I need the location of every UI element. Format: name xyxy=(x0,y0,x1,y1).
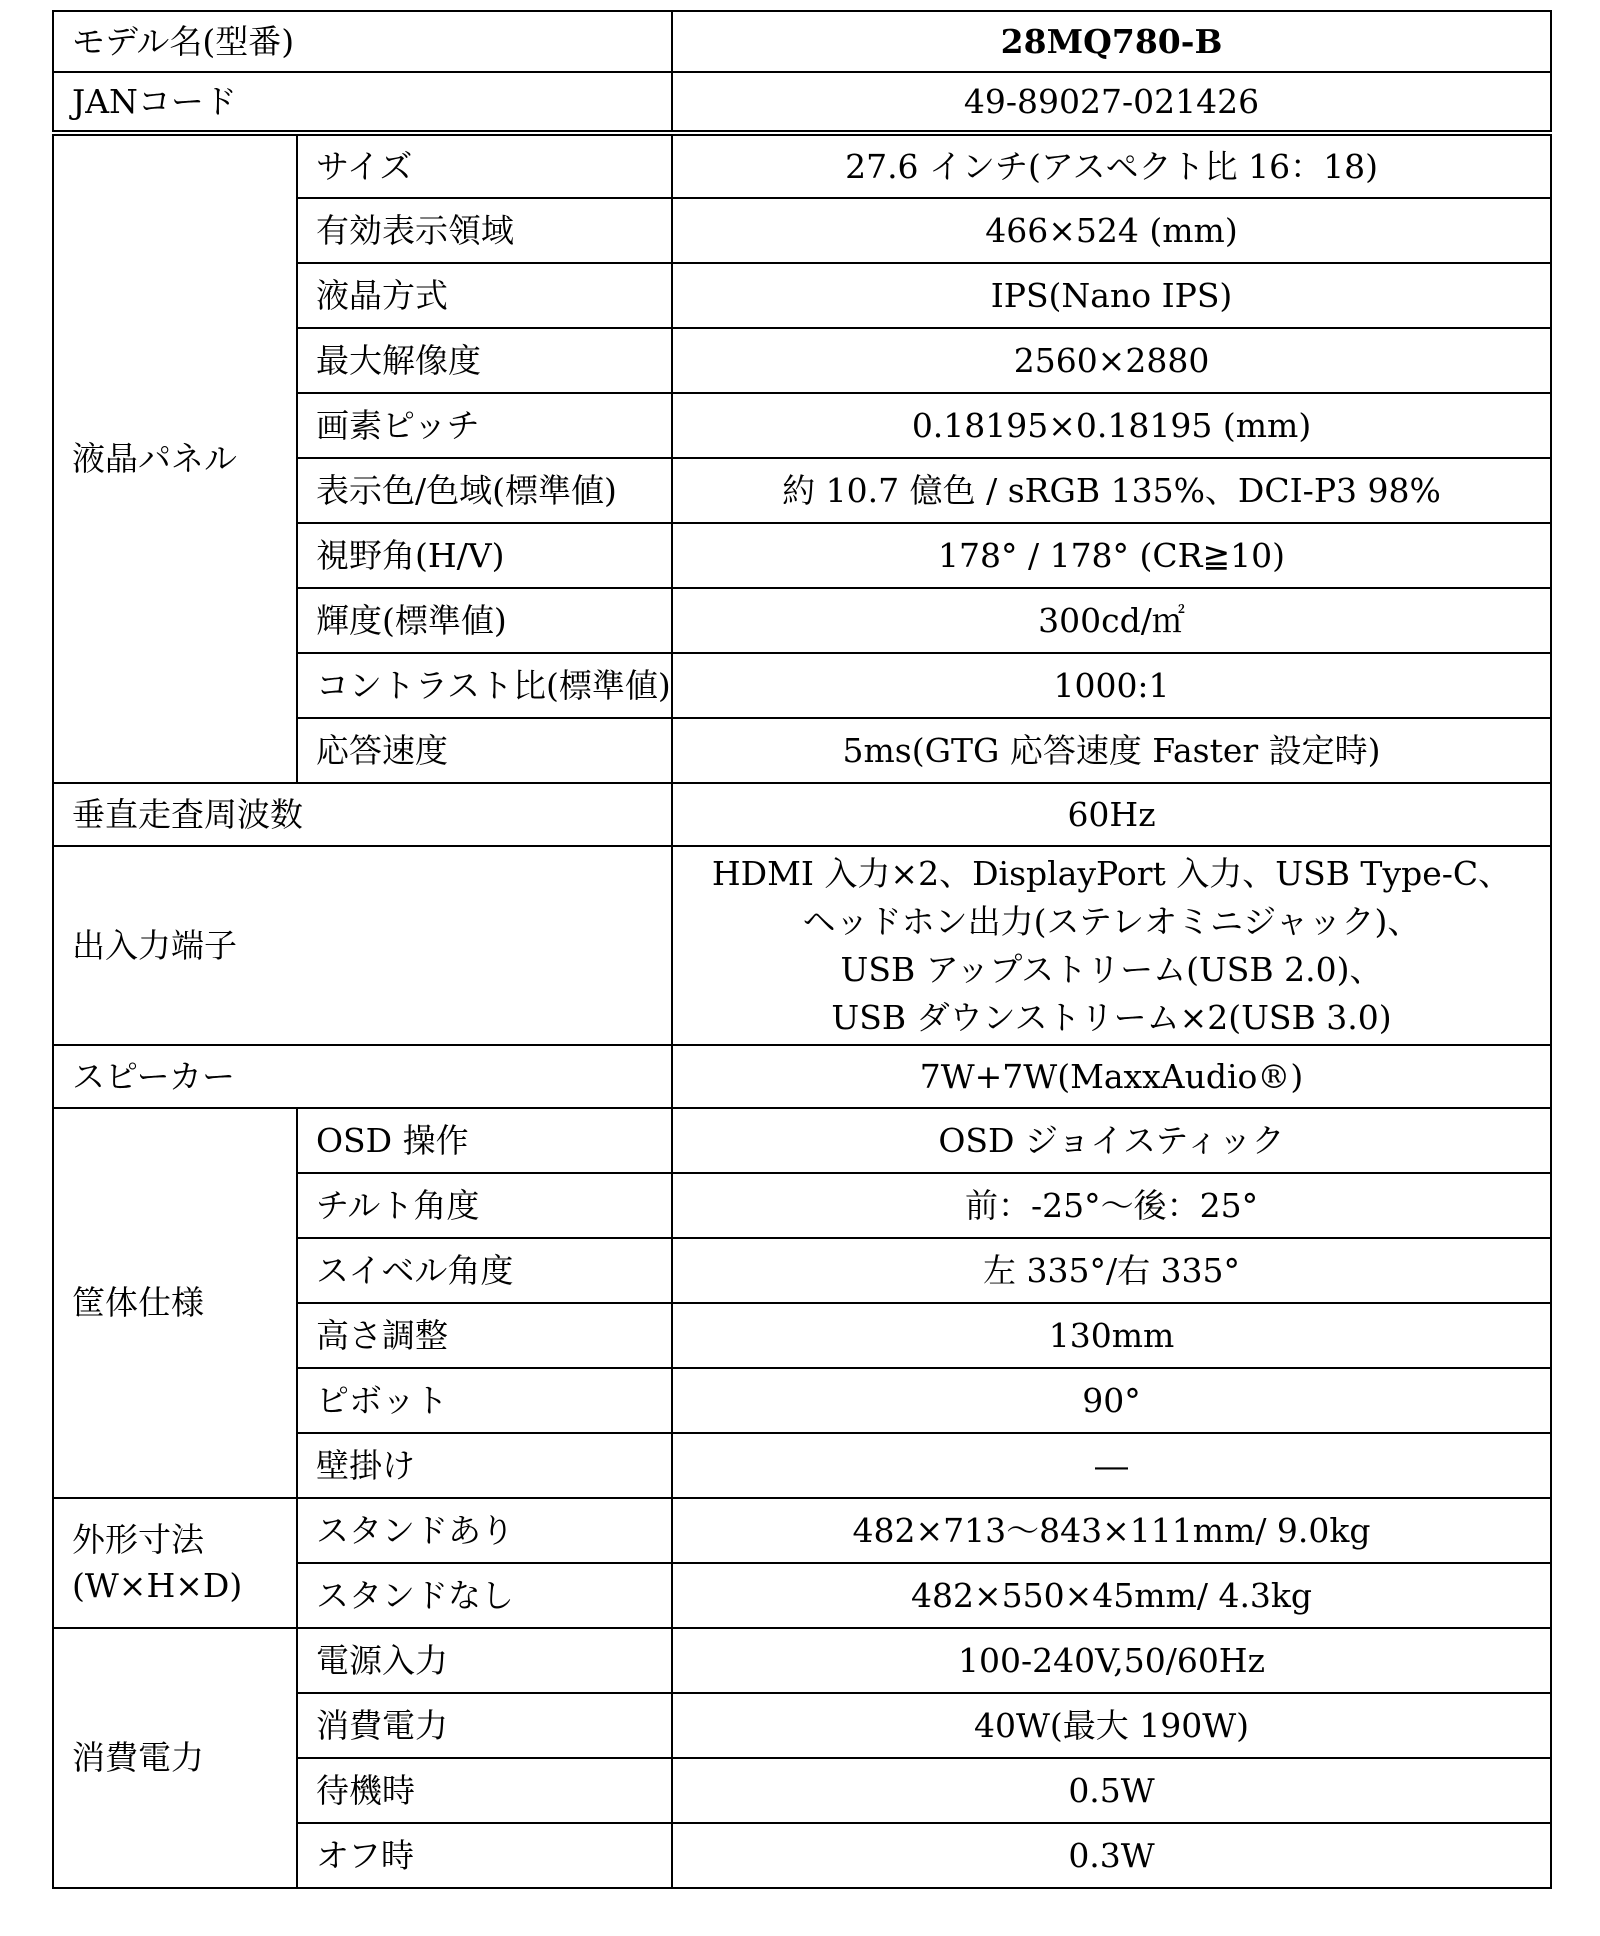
row-value: IPS(Nano IPS) xyxy=(672,263,1551,328)
row-value: 90° xyxy=(672,1368,1551,1433)
row-label: スタンドあり xyxy=(297,1498,672,1563)
table-row xyxy=(53,1108,1551,1173)
row-label: スイベル角度 xyxy=(297,1238,672,1303)
row-label: 高さ調整 xyxy=(297,1303,672,1368)
power-label: 消費電力 xyxy=(53,1628,297,1888)
row-label: 電源入力 xyxy=(297,1628,672,1693)
row-label: 待機時 xyxy=(297,1758,672,1823)
row-value: 40W(最大 190W) xyxy=(672,1693,1551,1758)
row-label: チルト角度 xyxy=(297,1173,672,1238)
row-label: 画素ピッチ xyxy=(297,393,672,458)
speaker-label: スピーカー xyxy=(53,1045,672,1108)
table-row xyxy=(53,1498,1551,1563)
row-value: 300cd/㎡ xyxy=(672,588,1551,653)
row-value: 482×713～843×111mm/ 9.0kg xyxy=(672,1498,1551,1563)
table-row xyxy=(53,783,1551,846)
row-value: ― xyxy=(672,1433,1551,1498)
row-value: 0.5W xyxy=(672,1758,1551,1823)
row-value: 100-240V,50/60Hz xyxy=(672,1628,1551,1693)
jan-code-value: 49-89027-021426 xyxy=(672,72,1551,133)
row-value: 130mm xyxy=(672,1303,1551,1368)
io-ports-line: USB ダウンストリーム×2(USB 3.0) xyxy=(831,997,1392,1037)
table-row xyxy=(53,133,1551,198)
row-value: 27.6 インチ(アスペクト比 16：18) xyxy=(672,133,1551,198)
row-value: 前：-25°～後：25° xyxy=(672,1173,1551,1238)
io-ports-line: ヘッドホン出力(ステレオミニジャック)、 xyxy=(802,901,1421,941)
io-ports-value xyxy=(672,846,1551,1045)
row-value: 1000:1 xyxy=(672,653,1551,718)
table-row xyxy=(53,11,1551,72)
io-ports-label: 出入力端子 xyxy=(53,846,672,1045)
speaker-value: 7W+7W(MaxxAudio®) xyxy=(672,1045,1551,1108)
dimensions-label-line: 外形寸法 xyxy=(72,1520,204,1559)
row-label: コントラスト比(標準値) xyxy=(297,653,672,718)
row-label: 液晶方式 xyxy=(297,263,672,328)
dimensions-label xyxy=(53,1498,297,1628)
row-label: サイズ xyxy=(297,133,672,198)
row-label: スタンドなし xyxy=(297,1563,672,1628)
table-row xyxy=(53,1045,1551,1108)
row-value: 178° / 178° (CR≧10) xyxy=(672,523,1551,588)
row-label: 消費電力 xyxy=(297,1693,672,1758)
row-label: 視野角(H/V) xyxy=(297,523,672,588)
dimensions-label-line: (W×H×D) xyxy=(72,1566,243,1605)
row-value: 左 335°/右 335° xyxy=(672,1238,1551,1303)
row-label: 表示色/色域(標準値) xyxy=(297,458,672,523)
model-name-value: 28MQ780-B xyxy=(672,11,1551,72)
jan-code-label: JANコード xyxy=(53,72,672,133)
row-value: 482×550×45mm/ 4.3kg xyxy=(672,1563,1551,1628)
table-row xyxy=(53,846,1551,1045)
row-value: OSD ジョイスティック xyxy=(672,1108,1551,1173)
vertical-frequency-label: 垂直走査周波数 xyxy=(53,783,672,846)
row-label: OSD 操作 xyxy=(297,1108,672,1173)
row-value: 2560×2880 xyxy=(672,328,1551,393)
table-row xyxy=(53,72,1551,133)
row-label: 応答速度 xyxy=(297,718,672,783)
io-ports-line: USB アップストリーム(USB 2.0)、 xyxy=(840,949,1383,989)
row-value: 466×524 (mm) xyxy=(672,198,1551,263)
row-label: 最大解像度 xyxy=(297,328,672,393)
row-label: ピボット xyxy=(297,1368,672,1433)
row-label: 輝度(標準値) xyxy=(297,588,672,653)
vertical-frequency-value: 60Hz xyxy=(672,783,1551,846)
model-name-label: モデル名(型番) xyxy=(53,11,672,72)
row-value: 0.3W xyxy=(672,1823,1551,1888)
lcd-panel-label: 液晶パネル xyxy=(53,133,297,783)
row-value: 約 10.7 億色 / sRGB 135%、DCI-P3 98% xyxy=(672,458,1551,523)
row-label: オフ時 xyxy=(297,1823,672,1888)
row-value: 5ms(GTG 応答速度 Faster 設定時) xyxy=(672,718,1551,783)
table-row xyxy=(53,1628,1551,1693)
io-ports-line: HDMI 入力×2、DisplayPort 入力、USB Type-C、 xyxy=(711,853,1512,893)
spec-table xyxy=(52,10,1552,1889)
row-label: 壁掛け xyxy=(297,1433,672,1498)
row-label: 有効表示領域 xyxy=(297,198,672,263)
chassis-label: 筐体仕様 xyxy=(53,1108,297,1498)
row-value: 0.18195×0.18195 (mm) xyxy=(672,393,1551,458)
